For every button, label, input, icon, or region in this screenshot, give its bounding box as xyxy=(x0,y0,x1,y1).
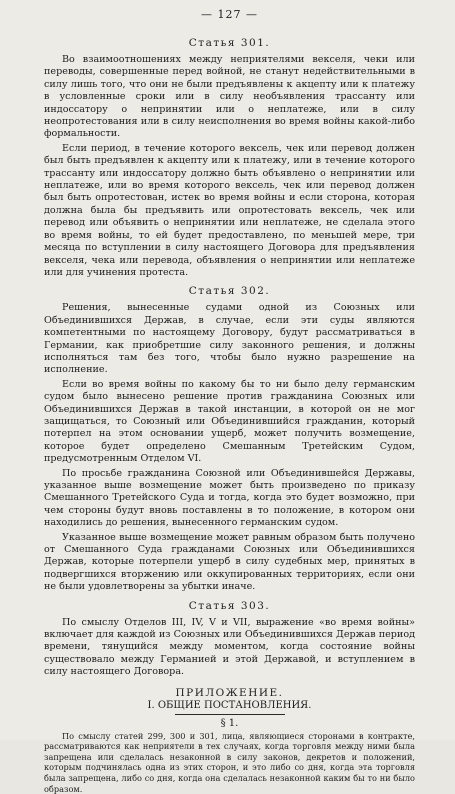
article-301-paragraph-2: Если период, в течение которого вексель, чек или перевод должен был быть предъявлен к акцепту или к платежу, или в течение которого трассанту или индоссатору должно быть объявлено о непринятии или неплатеже, или во время которого вексель, чек или перевод должен был быть опротестован, истек во время войны и если сторона, которая должна была бы предъявить или опротестовать вексель, чек или перевод или объявить о непринятии или неплатеже, не сделала этого во время войны, то ей будет предоставлено, по меньшей мере, три месяца по вступлении в силу настоящего Договора для предъявления векселя, чека или перевода, объявления о непринятии или неплатеже или для учинения протеста. xyxy=(44,142,415,278)
article-302-paragraph-1: Решения, вынесенные судами одной из Союзных или Объединившихся Держав, в случае, если эти суды являются компетентными по настоящему Договору, будут рассматриваться в Германии, как приобретшие силу законного решения, и должны исполняться там без того, чтобы было нужно разрешение на исполнение. xyxy=(44,302,415,376)
appendix-title: ПРИЛОЖЕНИЕ. xyxy=(175,686,284,699)
page-number: — 127 — xyxy=(201,8,258,21)
article-302-paragraph-2: Если во время войны по какому бы то ни было делу германским судом было вынесено решение против гражданина Союзных или Объединившихся Держав в такой инстанции, в которой он не мог защищаться, то Союзный или Объединившийся гражданин, который потерпел на этом основании ущерб, может получить возмещение, которое будет определено Смешанным Третейским Судом, предусмотренным Отделом VI. xyxy=(44,378,415,465)
article-301-heading: Статья 301. xyxy=(188,37,271,49)
appendix-subtitle: I. ОБЩИЕ ПОСТАНОВЛЕНИЯ. xyxy=(147,699,312,711)
article-303-paragraph-1: По смыслу Отделов III, IV, V и VII, выражение «во время войны» включает для каждой из Союзных или Объединившихся Держав период времени, тянущийся между моментом, когда состояние войны существовало между Германией и этой Державой, и вступлением в силу настоящего Договора. xyxy=(44,616,415,678)
article-302-paragraph-3: По просьбе гражданина Союзной или Объединившейся Державы, указанное выше возмещение может быть произведено по приказу Смешанного Третейского Суда и тогда, когда это будет возможно, при чем стороны будут вновь поставлены в то положение, в котором они находились до решения, вынесенного германским судом. xyxy=(44,467,415,529)
section-divider xyxy=(175,714,285,715)
article-302-heading: Статья 302. xyxy=(188,285,271,298)
article-303-heading: Статья 303. xyxy=(188,599,271,612)
section-1-mark: § 1. xyxy=(220,717,239,729)
article-302-paragraph-4: Указанное выше возмещение может равным образом быть получено от Смешанного Суда гражданами Союзных или Объединившихся Держав, которые потерпели ущерб в силу судебных мер, принятых в подвергшихся вторжению или оккупированных территориях, если они не были удовлетворены за убытки иначе. xyxy=(44,531,415,593)
appendix-section-1-text: По смыслу статей 299, 300 и 301, лица, являющиеся сторонами в контракте, рассматриваются как неприятели в тех случаях, когда торговля между ними была запрещена или сделалась незаконной в силу законов, декретов и положений, которым подчинялась одна из этих сторон, и это либо со дня, когда эта торговля была запрещена, либо со дня, когда она сделалась незаконной каким бы то ни было образом. xyxy=(44,730,415,794)
article-301-paragraph-1: Во взаимоотношениях между неприятелями векселя, чеки или переводы, совершенные перед войной, не станут недействительными в силу лишь того, что они не были предъявлены к акцепту или к платежу в условленные сроки или в силу необъявления трассанту или индоссатору о непринятии или о неплатеже, или в силу неопротестования или в силу неисполнения во время войны какой-либо формальности. xyxy=(44,54,415,140)
